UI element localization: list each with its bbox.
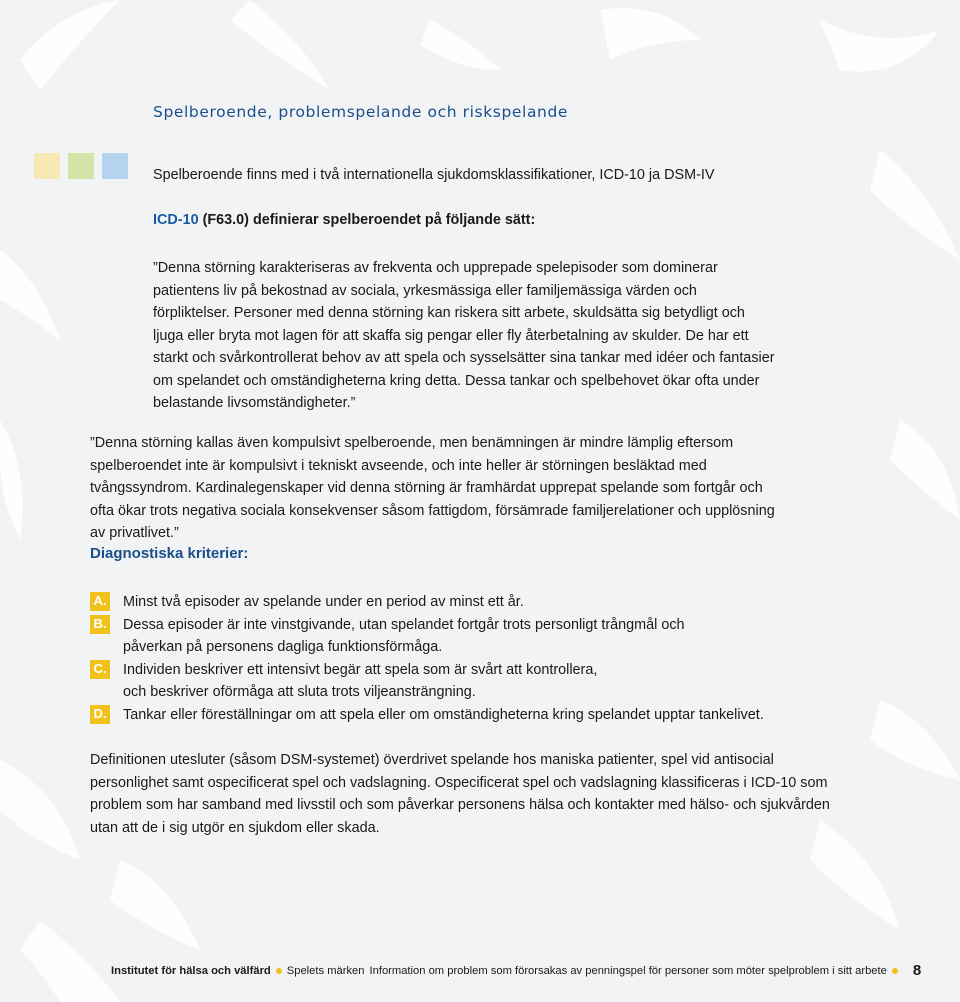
criterion-text: Tankar eller föreställningar om att spela eller om omständigheterna kring spelandet upptar tankelivet. [123,706,764,723]
page-title: Spelberoende, problemspelande och riskspelande [153,103,569,121]
icd-heading [153,209,853,232]
bullet-dot-icon [276,968,282,974]
criterion-letter: C. [90,660,110,679]
diagnostic-heading: Diagnostiska kriterier: [90,545,249,562]
page-number: 8 [912,962,922,979]
criterion-a [90,591,790,614]
criterion-c [90,659,790,704]
criterion-d [90,704,790,727]
footer-org: Institutet för hälsa och välfärd [111,964,271,977]
page-footer [111,962,921,979]
criterion-letter: B. [90,615,110,634]
criterion-b [90,614,790,659]
square-green [68,153,94,179]
criteria-list [90,591,790,726]
square-blue [102,153,128,179]
icd-heading-rest: (F63.0) definierar spelberoendet på följande sätt: [198,212,536,228]
icd-code: ICD-10 [153,212,199,228]
footer-description: Information om problem som förorsakas av penningspel för personer som möter spelproblem i sitt arbete [369,964,887,977]
criterion-text: Dessa episoder är inte vinstgivande, utan spelandet fortgår trots personligt trångmål och påverkan på personens dagliga funktionsförmåga. [123,616,685,655]
criterion-text: Individen beskriver ett intensivt begär att spela som är svårt att kontrollera, och beskriver oförmåga att sluta trots viljeansträngning. [123,661,598,700]
criterion-letter: A. [90,592,110,611]
footer-publication: Spelets märken [286,964,365,977]
criterion-text: Minst två episoder av spelande under en period av minst ett år. [123,594,524,610]
intro-text: Spelberoende finns med i två internationella sjukdomsklassifikationer, ICD-10 ja DSM-IV [153,167,715,183]
bullet-dot-icon [892,968,898,974]
square-yellow [34,153,60,179]
definition-text: Definitionen utesluter (såsom DSM-systemet) överdrivet spelande hos maniska patienter, spel vid antisocial personlighet samt ospecificerat spel och vadslagning. Ospecificerat spel och vadslagning klassificeras i ICD-10 som problem som har samband med livsstil och som påverkar personens hälsa och kontakter med hälso- och sjukvården utan att de i sig utgör en sjukdom eller skada. [90,752,830,836]
compulsive-quote: ”Denna störning kallas även kompulsivt spelberoende, men benämningen är mindre lämplig eftersom spelberoendet inte är kompulsivt i tekniskt avseende, och inte heller är störningen besläktad med tvångssyndrom. Kardinalegenskaper vid denna störning är framhärdat upprepat spelande som fortgår och ofta ökar trots negativa sociala konsekvenser såsom fattigdom, försämrade familjerelationer och upplösning av privatlivet.” [90,435,775,541]
icd-quote: ”Denna störning karakteriseras av frekventa och upprepade spelepisoder som dominerar patientens liv på bekostnad av sociala, yrkesmässiga eller familjemässiga värden och förpliktelser. Personer med denna störning kan riskera sitt arbete, skuldsätta sig betydligt och ljuga eller bryta mot lagen för att skaffa sig pengar eller fly återbetalning av skulder. De har ett starkt och svårkontrollerat behov av att spela och sysselsätter sina tankar med idéer och fantasier om spelandet och omständigheterna kring detta. Dessa tankar och spelbehovet ökar ofta under belastande livsomständigheter.” [153,260,775,411]
criterion-letter: D. [90,705,110,724]
